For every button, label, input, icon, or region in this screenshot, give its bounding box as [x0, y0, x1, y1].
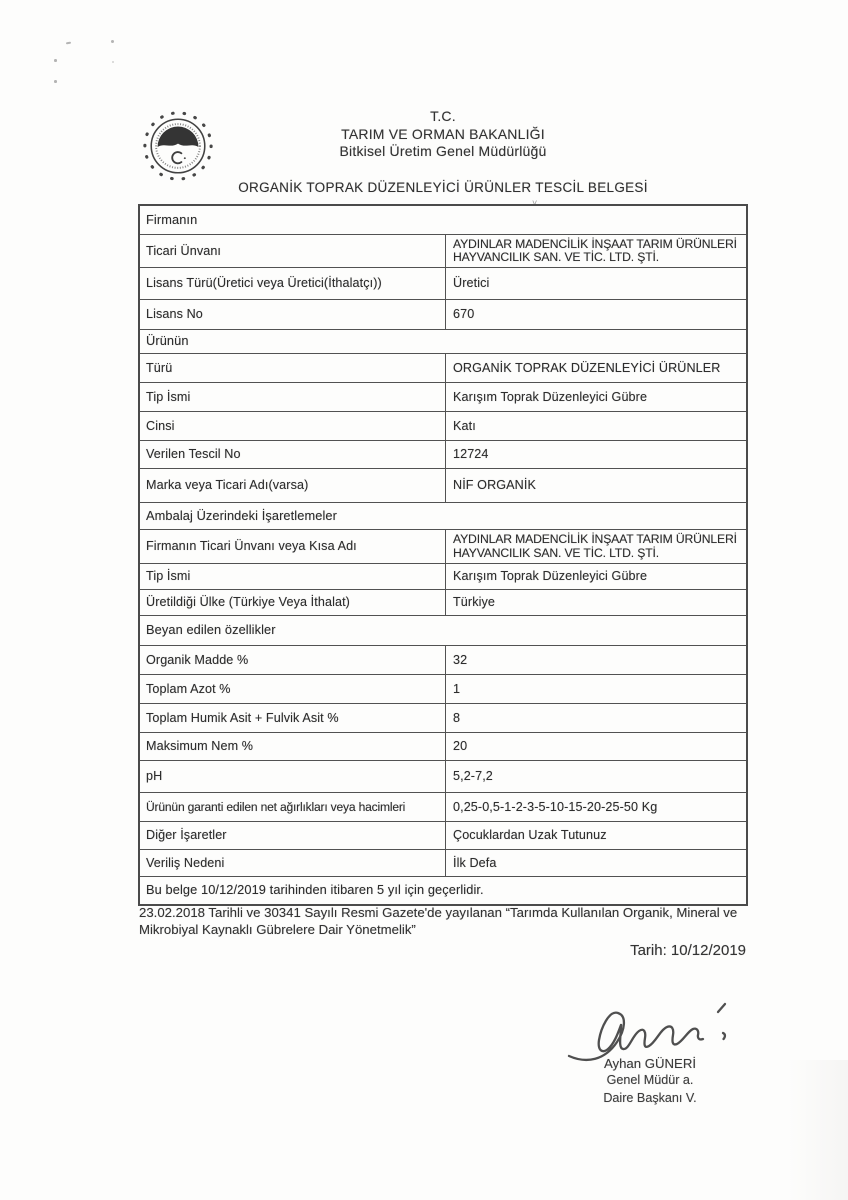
field-label: Maksimum Nem %	[146, 739, 254, 754]
field-label: Cinsi	[146, 418, 175, 433]
table-row	[140, 353, 746, 382]
field-label: Verilen Tescil No	[146, 447, 241, 462]
table-section-row	[140, 502, 746, 529]
table-row	[140, 267, 746, 299]
field-label: Ticari Ünvanı	[146, 243, 222, 258]
scan-artifact: ˅	[532, 198, 538, 208]
field-value: Karışım Toprak Düzenleyici Gübre	[453, 569, 648, 584]
signer-name: Ayhan GÜNERİ	[603, 1056, 697, 1071]
field-value: Üretici	[453, 276, 490, 291]
field-label: Toplam Humik Asit + Fulvik Asit %	[146, 710, 339, 725]
field-label: Lisans Türü(Üretici veya Üretici(İthalatçı))	[146, 276, 382, 291]
table-row	[140, 563, 746, 589]
signer-role-1: Genel Müdür a.	[606, 1073, 694, 1087]
validity-note: Bu belge 10/12/2019 tarihinden itibaren 5 yıl için geçerlidir.	[146, 882, 484, 898]
field-label: Veriliş Nedeni	[146, 855, 225, 870]
scan-artifact	[66, 42, 71, 45]
header-department: Bitkisel Üretim Genel Müdürlüğü	[339, 143, 547, 159]
certificate-table	[138, 204, 748, 906]
field-label: Üretildiği Ülke (Türkiye Veya İthalat)	[146, 595, 350, 610]
field-value: 670	[453, 307, 475, 322]
table-row	[140, 732, 746, 760]
field-value: 12724	[453, 447, 489, 462]
scan-artifact	[111, 40, 114, 43]
table-row	[140, 821, 746, 849]
table-note-row	[140, 876, 746, 904]
field-label: pH	[146, 769, 163, 784]
table-row	[140, 529, 746, 563]
table-row	[140, 382, 746, 411]
field-value: İlk Defa	[453, 855, 497, 870]
regulation-reference: 23.02.2018 Tarihli ve 30341 Sayılı Resmi Gazete'de yayılanan “Tarımda Kullanılan Organik, Mineral ve Mikrobiyal Kaynaklı Gübrelere Dair Yönetmelik”	[139, 905, 738, 937]
field-value: Çocuklardan Uzak Tutunuz	[453, 828, 607, 843]
field-value: Karışım Toprak Düzenleyici Gübre	[453, 389, 648, 404]
field-value: Katı	[453, 418, 476, 433]
field-value: 32	[453, 652, 468, 667]
document-header	[138, 108, 748, 161]
section-label: Beyan edilen özellikler	[146, 622, 276, 638]
table-row	[140, 440, 746, 468]
table-row	[140, 849, 746, 876]
table-section-row	[140, 329, 746, 353]
section-label: Ürünün	[146, 333, 189, 349]
scan-artifact	[54, 80, 57, 83]
field-label: Ürünün garanti edilen net ağırlıkları veya hacimleri	[146, 799, 406, 814]
field-value: AYDINLAR MADENCİLİK İNŞAAT TARIM ÜRÜNLERİ HAYVANCILIK SAN. VE TİC. LTD. ŞTİ.	[453, 532, 737, 560]
signer-role-2: Daire Başkanı V.	[603, 1091, 697, 1105]
signature-block	[540, 998, 760, 1107]
header-ministry: TARIM VE ORMAN BAKANLIĞI	[341, 125, 545, 142]
header-country: T.C.	[430, 108, 456, 124]
field-label: Toplam Azot %	[146, 681, 231, 696]
field-value: AYDINLAR MADENCİLİK İNŞAAT TARIM ÜRÜNLERİ HAYVANCILIK SAN. VE TİC. LTD. ŞTİ.	[453, 236, 737, 264]
scan-artifact	[54, 59, 57, 62]
field-label: Türü	[146, 360, 173, 375]
scan-artifact	[112, 61, 114, 63]
field-value: 0,25-0,5-1-2-3-5-10-15-20-25-50 Kg	[453, 799, 658, 814]
field-label: Organik Madde %	[146, 652, 249, 667]
field-value: 5,2-7,2	[453, 769, 493, 784]
field-value: NİF ORGANİK	[453, 478, 536, 493]
scan-shadow	[788, 1060, 848, 1200]
section-label: Ambalaj Üzerindeki İşaretlemeler	[146, 507, 337, 523]
field-label: Tip İsmi	[146, 389, 191, 404]
table-row	[140, 674, 746, 703]
field-value: 20	[453, 739, 468, 754]
field-value: ORGANİK TOPRAK DÜZENLEYİCİ ÜRÜNLER	[453, 360, 721, 375]
table-row	[140, 760, 746, 792]
field-label: Firmanın Ticari Ünvanı veya Kısa Adı	[146, 539, 357, 554]
table-section-row	[140, 206, 746, 234]
issue-date: Tarih: 10/12/2019	[630, 942, 746, 959]
document-title: ORGANİK TOPRAK DÜZENLEYİCİ ÜRÜNLER TESCİL BELGESİ	[238, 180, 648, 195]
field-value: 1	[453, 681, 461, 696]
table-row	[140, 299, 746, 329]
field-value: Türkiye	[453, 595, 495, 610]
table-row	[140, 792, 746, 821]
field-label: Lisans No	[146, 307, 203, 322]
table-row	[140, 645, 746, 674]
field-label: Diğer İşaretler	[146, 828, 227, 843]
table-row	[140, 468, 746, 502]
field-value: 8	[453, 710, 461, 725]
field-label: Tip İsmi	[146, 569, 191, 584]
table-row	[140, 589, 746, 615]
table-row	[140, 234, 746, 267]
section-label: Firmanın	[146, 211, 198, 227]
table-section-row	[140, 615, 746, 645]
table-row	[140, 411, 746, 440]
field-label: Marka veya Ticari Adı(varsa)	[146, 478, 309, 493]
table-row	[140, 703, 746, 732]
